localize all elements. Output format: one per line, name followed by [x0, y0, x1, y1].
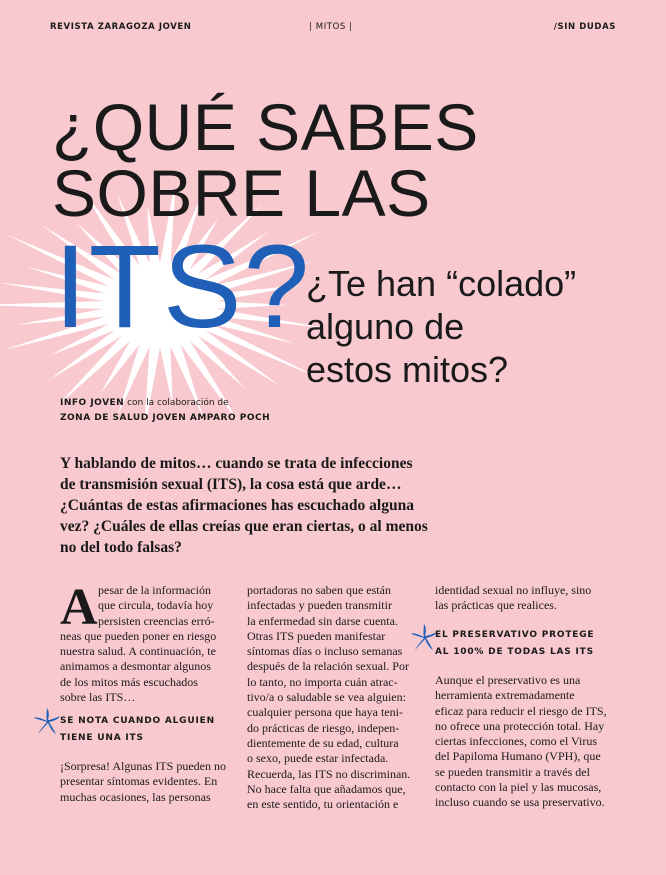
subtitle-line-1: ¿Te han “colado” [306, 263, 577, 304]
column-2 [247, 583, 410, 812]
body-line: neas que pueden poner en riesgo [60, 628, 217, 643]
myth-heading-1 [60, 713, 215, 747]
body-line: dientemente de su edad, cultura [247, 735, 399, 750]
lead-line: ¿Cuántas de estas afirmaciones has escuchado alguna [60, 497, 414, 514]
body-line: la enfermedad sin darse cuenta. [247, 613, 398, 628]
section-category: /SIN DUDAS [553, 22, 616, 32]
body-line: contacto con la piel y las mucosas, [435, 780, 602, 795]
lead-line: de transmisión sexual (ITS), la cosa está que arde… [60, 476, 402, 493]
credit-collab: con la colaboración de [124, 398, 229, 408]
body-line: cualquier persona que haya teni- [247, 705, 403, 720]
body-line: pesar de la información [98, 583, 211, 597]
body-line: Otras ITS pueden manifestar [247, 628, 386, 643]
column-1-body [60, 759, 226, 805]
lead-line: vez? ¿Cuáles de ellas creías que eran ciertas, o al menos [60, 518, 428, 535]
body-line: identidad sexual no influye, sino [435, 583, 592, 597]
credit-line-2 [60, 413, 270, 423]
body-line: ciertas infecciones, como el Virus [435, 734, 597, 749]
body-line: infectadas y pueden transmitir [247, 598, 392, 613]
body-line: portadoras no saben que están [247, 583, 391, 597]
body-line: síntomas días o incluso semanas [247, 644, 403, 659]
body-line: persisten creencias erró- [98, 613, 215, 628]
column-3-body [435, 673, 607, 811]
body-line: do prácticas de riesgo, indepen- [247, 720, 400, 735]
body-line: herramienta extremadamente [435, 688, 575, 703]
heading-line: TIENE UNA ITS [60, 733, 144, 743]
body-line: animamos a desmontar algunos [60, 659, 211, 674]
body-line: las prácticas que realices. [435, 598, 557, 613]
body-line: nuestra salud. A continuación, te [60, 644, 216, 659]
body-line: no ofrece una protección total. Hay [435, 718, 605, 733]
body-line: de los mitos más escuchados [60, 674, 198, 689]
body-line: incluso cuando se usa preservativo. [435, 795, 605, 810]
credit-line-1 [60, 398, 229, 408]
body-line: ¡Sorpresa! Algunas ITS pueden no [60, 759, 226, 773]
magazine-name: REVISTA ZARAGOZA JOVEN [50, 22, 192, 32]
body-line: que circula, todavía hoy [98, 598, 214, 613]
asterisk-star-icon [32, 706, 62, 736]
heading-line: SE NOTA CUANDO ALGUIEN [60, 716, 215, 726]
lead-paragraph [60, 453, 480, 558]
column-1-intro [60, 579, 217, 705]
credit-partner: ZONA DE SALUD JOVEN AMPARO POCH [60, 413, 271, 423]
body-line: o sexo, puede estar infectada. [247, 751, 389, 766]
heading-line: AL 100% DE TODAS LAS ITS [435, 647, 594, 657]
subtitle-line-2: alguno de [306, 306, 465, 347]
body-line: No hace falta que añadamos que, [247, 781, 406, 796]
title-line-1: ¿QUÉ SABES [52, 90, 479, 164]
body-line: lo tanto, no importa cuán atrac- [247, 674, 398, 689]
section-label: | MITOS | [309, 22, 353, 32]
body-line: Aunque el preservativo es una [435, 673, 581, 687]
body-line: en este sentido, tu orientación e [247, 797, 399, 812]
body-line: sobre las ITS… [60, 690, 136, 705]
lead-line: Y hablando de mitos… cuando se trata de infecciones [60, 455, 413, 472]
body-line: Recuerda, las ITS no discriminan. [247, 766, 411, 781]
myth-heading-2 [435, 627, 594, 661]
body-line: presentar síntomas evidentes. En [60, 774, 218, 789]
column-3-intro [435, 583, 591, 614]
body-line: después de la relación sexual. Por [247, 659, 409, 674]
drop-cap: A [60, 579, 98, 636]
credit-author: INFO JOVEN [60, 398, 125, 408]
heading-line: EL PRESERVATIVO PROTEGE [435, 630, 595, 640]
body-line: se pueden transmitir a través del [435, 764, 590, 779]
body-line: del Papiloma Humano (VPH), que [435, 749, 601, 764]
title-line-2: SOBRE LAS [52, 156, 431, 230]
body-line: muchas ocasiones, las personas [60, 789, 211, 804]
title-line-3: ITS? [54, 221, 312, 353]
body-line: eficaz para reducir el riesgo de ITS, [435, 703, 607, 718]
body-line: tivo/a o saludable se vea alguien: [247, 690, 406, 705]
subtitle-line-3: estos mitos? [306, 349, 509, 390]
lead-line: no del todo falsas? [60, 539, 182, 556]
